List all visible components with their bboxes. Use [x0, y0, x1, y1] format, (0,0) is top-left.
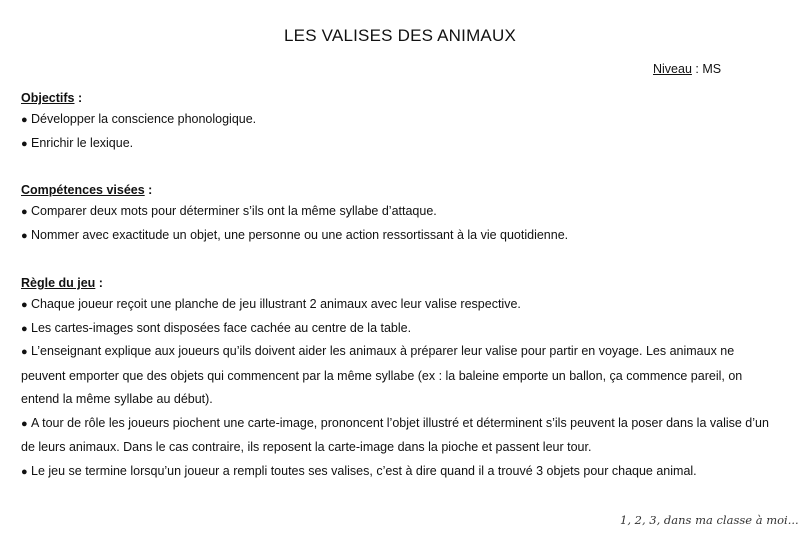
bullet-icon: ●: [21, 346, 28, 358]
bullet-icon: ●: [21, 229, 28, 242]
list-item: ● Nommer avec exactitude un objet, une personne ou une action ressortissant à la vie quotidienne.: [21, 224, 781, 248]
list-item: ● Chaque joueur reçoit une planche de jeu illustrant 2 animaux avec leur valise respective.: [21, 293, 781, 317]
list-item: ● A tour de rôle les joueurs piochent une carte-image, prononcent l’objet illustré et déterminent s’ils peuvent la poser dans la valise d’un de leurs animaux. Dans le cas contraire, ils reposent la carte-image dans la pioche et passent leur tour.: [21, 412, 781, 460]
bullet-icon: ●: [21, 417, 28, 430]
bullet-icon: ●: [21, 206, 28, 218]
list-item: ● Le jeu se termine lorsqu’un joueur a rempli toutes ses valises, c’est à dire quand il a trouvé 3 objets pour chaque animal.: [21, 460, 781, 484]
section-regle-du-jeu: [21, 273, 781, 483]
bullet-icon: ●: [21, 114, 28, 126]
level-separator: :: [691, 62, 703, 76]
list-item: ● Enrichir le lexique.: [21, 132, 781, 156]
section-competences: [21, 180, 781, 247]
list-item: ● Développer la conscience phonologique.: [21, 108, 781, 132]
section-objectifs: [21, 88, 781, 155]
bullet-icon: ●: [21, 465, 28, 478]
level-label: Niveau: [653, 62, 692, 76]
list-item: ● L’enseignant explique aux joueurs qu’ils doivent aider les animaux à préparer leur valise pour partir en voyage. Les animaux ne peuvent emporter que des objets qui commencent par la même syllabe (ex : la baleine emporte un ballon, ça commence pareil, on entend la même syllabe au début).: [21, 340, 781, 412]
bullet-icon: ●: [21, 322, 28, 335]
section-heading: Compétences visées :: [21, 183, 153, 197]
level-value: MS: [702, 62, 722, 76]
level-line: [653, 62, 721, 76]
section-heading: Règle du jeu :: [21, 276, 103, 290]
bullet-icon: ●: [21, 137, 28, 150]
footer-credit: 1, 2, 3, dans ma classe à moi...: [620, 513, 799, 527]
section-heading: Objectifs :: [21, 91, 83, 105]
document-title: LES VALISES DES ANIMAUX: [284, 26, 516, 45]
list-item: ● Les cartes-images sont disposées face cachée au centre de la table.: [21, 317, 781, 341]
bullet-icon: ●: [21, 299, 28, 311]
list-item: ● Comparer deux mots pour déterminer s’ils ont la même syllabe d’attaque.: [21, 200, 781, 224]
